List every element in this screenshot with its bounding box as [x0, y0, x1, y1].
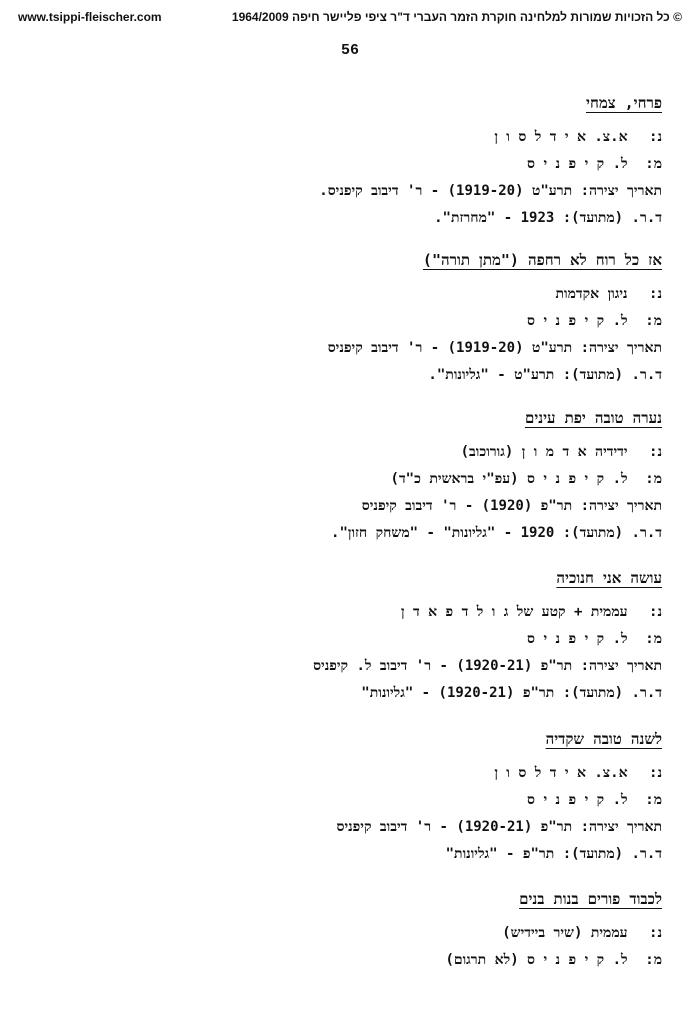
composer-line [22, 308, 662, 335]
line-value: ל. ק י פ נ י ס (עפ"י בראשית כ"ד) [390, 471, 628, 487]
line-value: ד.ר. (מתועד): תר"פ (1920-21) - "גליונות" [361, 685, 662, 701]
line-label: מ: [645, 313, 662, 329]
documented-source-line [22, 520, 662, 547]
line-value: ידידיה א ד מ ו ן (גורוכוב) [460, 444, 628, 460]
line-label: נ: [649, 286, 662, 302]
line-label: נ: [649, 129, 662, 145]
line-value: עממית (שיר ביידיש) [502, 925, 628, 941]
line-label: מ: [645, 471, 662, 487]
line-value: ל. ק י פ נ י ס (לא תרגום) [445, 952, 628, 968]
composer-line [22, 787, 662, 814]
website-url[interactable]: www.tsippi-fleischer.com [18, 10, 162, 24]
line-value: א.צ. א י ד ל ס ו ן [494, 129, 628, 145]
page-number: 56 [340, 42, 359, 59]
line-value: ד.ר. (מתועד): 1923 - "מחרזת". [434, 210, 662, 226]
lyricist-line [22, 439, 662, 466]
song-entry [22, 249, 662, 389]
composer-line [22, 947, 662, 974]
documented-source-line [22, 362, 662, 389]
song-entry [22, 567, 662, 707]
documented-source-line [22, 205, 662, 232]
line-value: ד.ר. (מתועד): 1920 - "גליונות" - "משחק חזון". [331, 525, 662, 541]
line-value: ל. ק י פ נ י ס [527, 313, 628, 329]
song-title: לשנה טובה שקדיה [545, 730, 662, 748]
lyricist-line [22, 920, 662, 947]
line-value: ד.ר. (מתועד): תרע"ט - "גליונות". [428, 367, 662, 383]
page-header [18, 10, 682, 28]
creation-date-line [22, 814, 662, 841]
line-value: ניגון אקדמות [555, 286, 628, 302]
song-title: אז כל רוח לא רחפה ("מתן תורה") [422, 251, 662, 269]
composer-line [22, 466, 662, 493]
line-value: ל. ק י פ נ י ס [527, 792, 628, 808]
song-entry [22, 888, 662, 974]
documented-source-line [22, 680, 662, 707]
line-label: נ: [649, 765, 662, 781]
creation-date-line [22, 178, 662, 205]
lyricist-line [22, 124, 662, 151]
creation-date-line [22, 653, 662, 680]
song-title: לכבוד פורים בנות בנים [519, 890, 662, 908]
line-label: מ: [645, 631, 662, 647]
line-value: תאריך יצירה: תר"פ (1920-21) - ר' דיבוב קיפניס [336, 819, 662, 835]
lyricist-line [22, 760, 662, 787]
song-entry [22, 407, 662, 547]
line-value: תאריך יצירה: תרע"ט (1919-20) - ר' דיבוב קיפניס. [319, 183, 662, 199]
line-value: ל. ק י פ נ י ס [527, 156, 628, 172]
composer-line [22, 151, 662, 178]
line-label: נ: [649, 604, 662, 620]
line-label: מ: [645, 952, 662, 968]
creation-date-line [22, 335, 662, 362]
line-value: א.צ. א י ד ל ס ו ן [494, 765, 628, 781]
lyricist-line [22, 599, 662, 626]
line-label: נ: [649, 925, 662, 941]
song-title: פרחי, צמחי [586, 94, 662, 112]
line-label: מ: [645, 792, 662, 808]
copyright-notice: © כל הזכויות שמורות למלחינה חוקרת הזמר העברי ד"ר ציפי פליישר חיפה 1964/2009 [231, 10, 682, 24]
line-value: תאריך יצירה: תר"פ (1920-21) - ר' דיבוב ל. קיפניס [313, 658, 662, 674]
line-label: מ: [645, 156, 662, 172]
line-value: ל. ק י פ נ י ס [527, 631, 628, 647]
documented-source-line [22, 841, 662, 868]
line-value: עממית + קטע של ג ו ל ד פ א ד ן [400, 604, 628, 620]
lyricist-line [22, 281, 662, 308]
song-title: עושה אני חנוכיה [556, 569, 662, 587]
line-value: תאריך יצירה: תרע"ט (1919-20) - ר' דיבוב קיפניס [327, 340, 662, 356]
line-label: נ: [649, 444, 662, 460]
line-value: תאריך יצירה: תר"פ (1920) - ר' דיבוב קיפניס [361, 498, 662, 514]
song-entry [22, 92, 662, 232]
line-value: ד.ר. (מתועד): תר"פ - "גליונות" [445, 846, 662, 862]
composer-line [22, 626, 662, 653]
song-title: נערה טובה יפת עינים [524, 409, 662, 427]
creation-date-line [22, 493, 662, 520]
song-entry [22, 728, 662, 868]
